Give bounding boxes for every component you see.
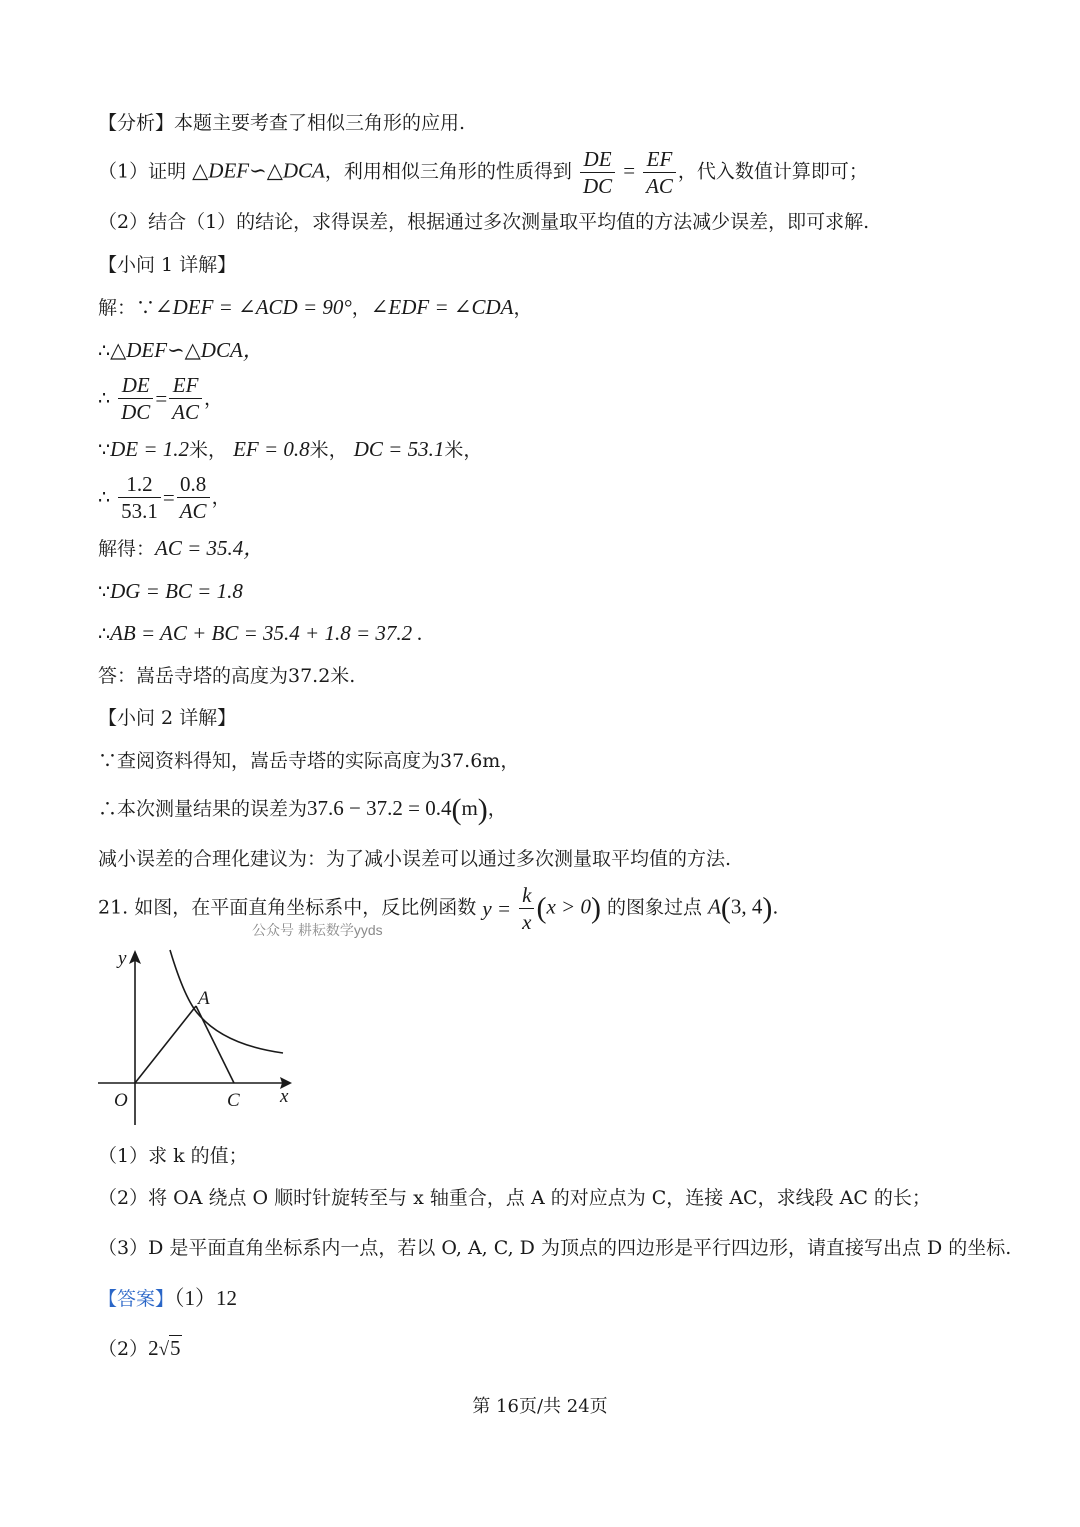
analysis-line (98, 110, 465, 136)
triangle-def: △DEF (192, 158, 250, 183)
q1-line4: ∵DE = 1.2米， EF = 0.8米， DC = 53.1米， (98, 437, 483, 461)
similar-symbol: ∽ (249, 158, 267, 183)
label-c: C (227, 1090, 240, 1111)
q1-line2: ∴△DEF∽△DCA， (98, 338, 264, 362)
label-o: O (114, 1090, 128, 1111)
page-footer: 第 16页/共 24页 (472, 1396, 608, 1417)
label-x: x (280, 1086, 289, 1107)
analysis-step2: （2）结合（1）的结论，求得误差，根据通过多次测量取平均值的方法减少误差，即可求解. (98, 211, 870, 233)
fraction-de-dc: $\frac{DE}{DC}$ (580, 146, 615, 199)
q2-line1: ∵查阅资料得知，嵩岳寺塔的实际高度为37.6m， (98, 750, 520, 772)
q2-line2: ∴本次测量结果的误差为37.6 − 37.2 = 0.4(m)， (98, 793, 507, 826)
subquestion-1: （1）求 k 的值； (98, 1145, 248, 1167)
step1-suffix: ，代入数值计算即可； (677, 160, 868, 183)
fraction-ef-ac: $\frac{EF}{AC}$ (643, 146, 676, 199)
q1-answer: 答：嵩岳寺塔的高度为37.2米. (98, 665, 356, 687)
coordinate-graph (90, 940, 310, 1130)
q2-line3: 减小误差的合理化建议为：为了减小误差可以通过多次测量取平均值的方法. (98, 848, 732, 870)
label-a: A (198, 988, 210, 1009)
answer-line-2: （2）2√5 (98, 1336, 181, 1360)
analysis-label: 【分析】 (98, 112, 175, 134)
q1-line6: 解得：AC = 35.4， (98, 536, 265, 560)
analysis-step1: （1）证明 △DEF∽△DCA，利用相似三角形的性质得到 $\frac{DE}{DC}$ = $\frac{EF}{AC}$ ，代入数值计算即可； (98, 147, 868, 198)
problem21-stem: 21. 如图，在平面直角坐标系中，反比例函数 y = $\frac{k}{x}$ (x > 0) 的图象过点 A(3, 4). (98, 883, 779, 934)
sqrt-symbol: √ (158, 1339, 170, 1360)
subquestion-2: （2）将 OA 绕点 O 顺时针旋转至与 x 轴重合，点 A 的对应点为 C，连接 AC，求线段 AC 的长； (98, 1187, 931, 1209)
answer-line-1: 【答案】（1）12 (98, 1286, 238, 1310)
q1-header: 【小问 1 详解】 (98, 254, 237, 276)
q1-line1: 解：∵∠DEF = ∠ACD = 90°，∠EDF = ∠CDA， (98, 295, 533, 319)
q1-line3: ∴ $\frac{DE}{DC}$ = $\frac{EF}{AC}$ ， (98, 373, 224, 424)
q1-line8: ∴AB = AC + BC = 35.4 + 1.8 = 37.2 . (98, 621, 423, 645)
step1-mid: ，利用相似三角形的性质得到 (324, 160, 572, 183)
watermark: 公众号 耕耘数学yyds (252, 922, 383, 938)
subquestion-3: （3）D 是平面直角坐标系内一点，若以 O, A, C, D 为顶点的四边形是平行四边形，请直接写出点 D 的坐标. (98, 1237, 1012, 1259)
step1-prefix: （1）证明 (98, 160, 187, 183)
q1-line5: ∴ $\frac{1.2}{53.1}$ = $\frac{0.8}{AC}$ ， (98, 472, 231, 523)
q1-line7: ∵DG = BC = 1.8 (98, 579, 243, 603)
analysis-text: 本题主要考查了相似三角形的应用. (174, 112, 466, 134)
segment-ac (196, 1006, 234, 1083)
label-y: y (118, 948, 127, 969)
answer-label: 【答案】 (98, 1288, 175, 1310)
q2-header: 【小问 2 详解】 (98, 707, 237, 729)
problem-number: 21. (98, 896, 129, 919)
triangle-dca: △DCA (266, 158, 325, 183)
segment-oa (135, 1006, 196, 1083)
hyperbola-curve (170, 950, 283, 1053)
